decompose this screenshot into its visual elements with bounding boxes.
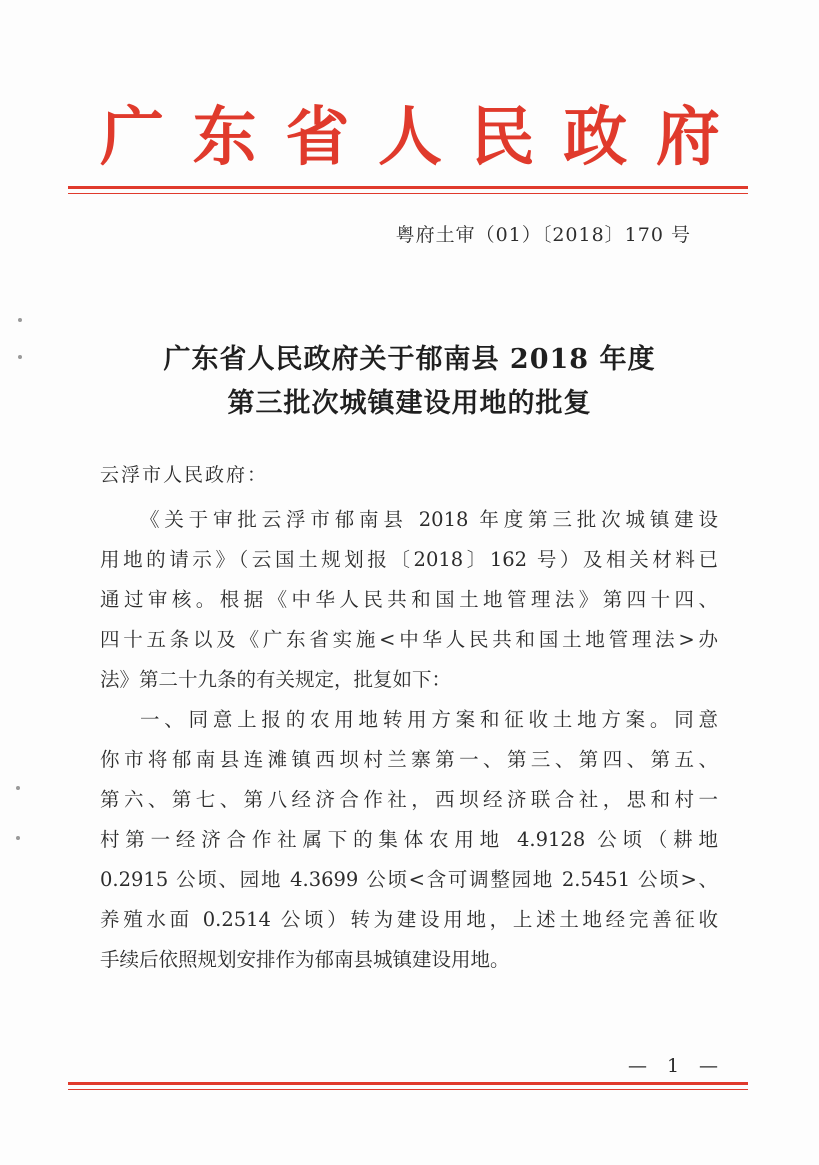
paragraph-line: 《关于审批云浮市郁南县 2018 年度第三批次城镇建设 — [140, 508, 718, 531]
masthead-char: 省 — [285, 100, 350, 175]
masthead-char: 府 — [655, 100, 720, 175]
footer-rule-thick — [68, 1082, 748, 1085]
masthead-char: 广 — [100, 100, 164, 175]
paragraph-line: 一、同意上报的农用地转用方案和征收土地方案。同意 — [140, 708, 718, 731]
paragraph-line: 0.2915 公顷、园地 4.3699 公顷<含可调整园地 2.5451 公顷>、 — [100, 868, 718, 891]
header-rule-thin — [68, 193, 748, 194]
document-number: 粤府土审（01）〔2018〕170 号 — [395, 224, 691, 246]
header-rule-thick — [68, 186, 748, 189]
paragraph-line: 四十五条以及《广东省实施<中华人民共和国土地管理法>办 — [100, 628, 718, 651]
paragraph-line: 法》第二十九条的有关规定，批复如下： — [100, 668, 452, 691]
masthead-char: 民 — [470, 100, 535, 175]
document-title-line-2: 第三批次城镇建设用地的批复 — [227, 388, 592, 419]
scan-speck — [16, 786, 20, 790]
paragraph-line: 通过审核。根据《中华人民共和国土地管理法》第四十四、 — [100, 588, 718, 611]
salutation: 云浮市人民政府： — [100, 464, 269, 486]
paragraph-line: 养殖水面 0.2514 公顷）转为建设用地，上述土地经完善征收 — [100, 908, 718, 931]
masthead-char: 人 — [377, 100, 442, 175]
footer-rule-thin — [68, 1089, 748, 1090]
page-number — [628, 1055, 718, 1077]
paragraph-line: 村第一经济合作社属下的集体农用地 4.9128 公顷（耕地 — [100, 828, 718, 851]
scan-speck — [18, 318, 22, 322]
masthead-char: 政 — [563, 100, 628, 175]
paragraph-line: 你市将郁南县连滩镇西坝村兰寨第一、第三、第四、第五、 — [100, 748, 718, 771]
scan-speck — [18, 355, 22, 359]
scan-speck — [16, 836, 20, 840]
paragraph-line: 用地的请示》（云国土规划报〔2018〕162 号）及相关材料已 — [100, 548, 718, 571]
masthead-char: 东 — [192, 100, 257, 175]
paragraph-line: 第六、第七、第八经济合作社，西坝经济联合社，思和村一 — [100, 788, 718, 811]
page-number-dash-left: — — [628, 1055, 647, 1077]
page-number-value: 1 — [666, 1055, 680, 1077]
page-number-dash-right: — — [699, 1055, 718, 1077]
document-title-line-1: 广东省人民政府关于郁南县 2018 年度 — [163, 344, 656, 375]
masthead-title — [100, 95, 720, 181]
paragraph-line: 手续后依照规划安排作为郁南县城镇建设用地。 — [100, 948, 510, 971]
